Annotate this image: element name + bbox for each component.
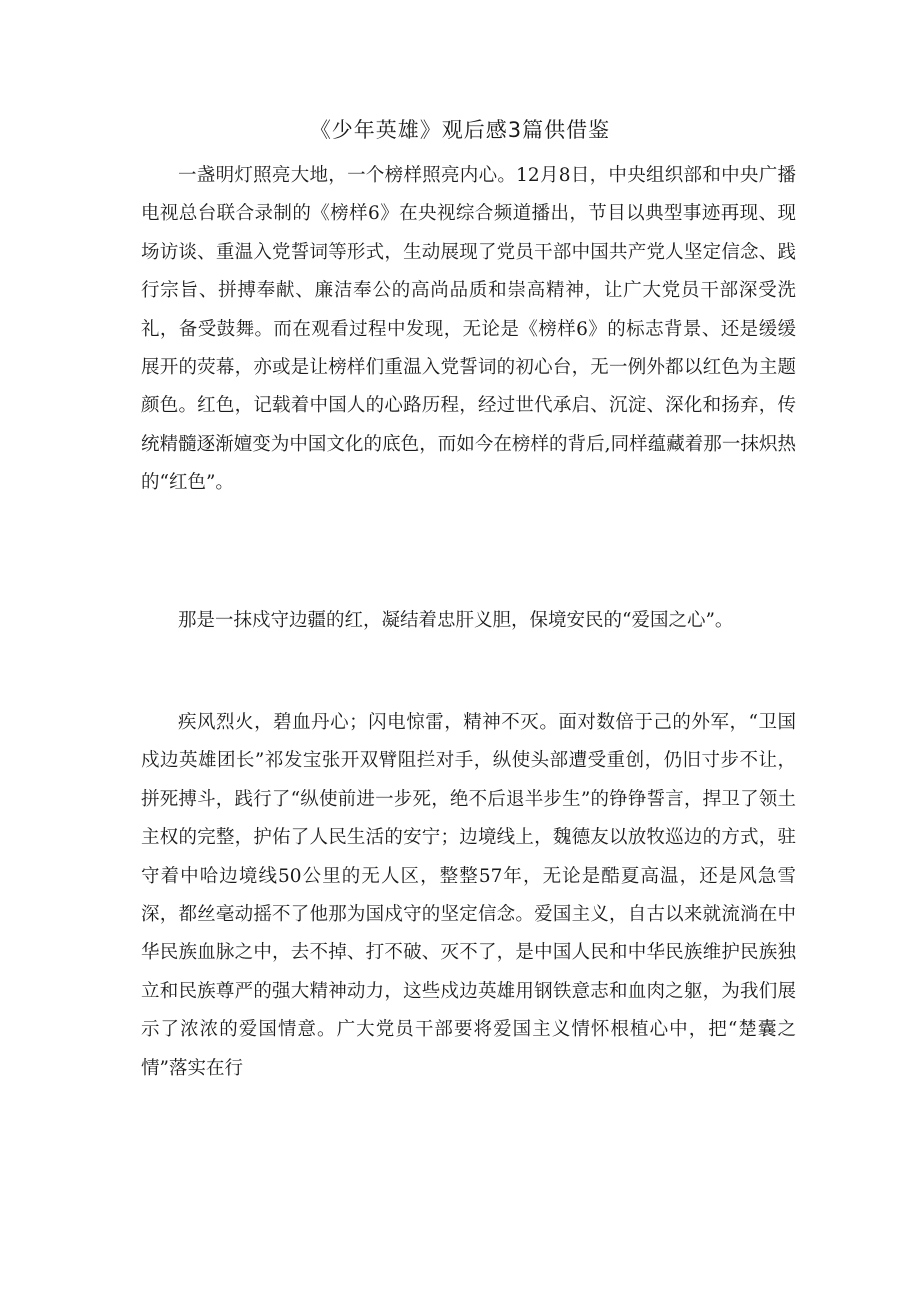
paragraph-3: 疾风烈火，碧血丹心；闪电惊雷，精神不灭。面对数倍于己的外军，“卫国戍边英雄团长”祁发宝张开双臂阻拦对手，纵使头部遭受重创，仍旧寸步不让，拼死搏斗，践行了“纵使前进一步死，绝不后退半步生”的铮铮誓言，捍卫了领土主权的完整，护佑了人民生活的安宁；边境线上，魏德友以放牧巡边的方式，驻守着中哈边境线50公里的无人区，整整57年，无论是酷夏高温，还是风急雪深，都丝毫动摇不了他那为国戍守的坚定信念。爱国主义，自古以来就流淌在中华民族血脉之中，去不掉、打不破、灭不了，是中国人民和中华民族维护民族独立和民族尊严的强大精神动力，这些戍边英雄用钢铁意志和血肉之躯，为我们展示了浓浓的爱国情意。广大党员干部要将爱国主义情怀根植心中，把“楚囊之情”落实在行 (141, 712, 796, 1079)
paragraph-1: 一盏明灯照亮大地，一个榜样照亮内心。12月8日，中央组织部和中央广播电视总台联合录制的《榜样6》在央视综合频道播出，节目以典型事迹再现、现场访谈、重温入党誓词等形式，生动展现了党员干部中国共产党人坚定信念、践行宗旨、拼搏奉献、廉洁奉公的高尚品质和崇高精神，让广大党员干部深受洗礼，备受鼓舞。而在观看过程中发现，无论是《榜样6》的标志背景、还是缓缓展开的荧幕，亦或是让榜样们重温入党誓词的初心台，无一例外都以红色为主题颜色。红色，记载着中国人的心路历程，经过世代承启、沉淀、深化和扬弃，传统精髓逐渐嬗变为中国文化的底色，而如今在榜样的背后,同样蕴藏着那一抹炽热的“红色”。 (141, 165, 796, 494)
document-title: 《少年英雄》观后感3篇供借鉴 (309, 118, 611, 142)
paragraph-2: 那是一抹戍守边疆的红，凝结着忠肝义胆，保境安民的“爱国之心”。 (178, 610, 734, 631)
